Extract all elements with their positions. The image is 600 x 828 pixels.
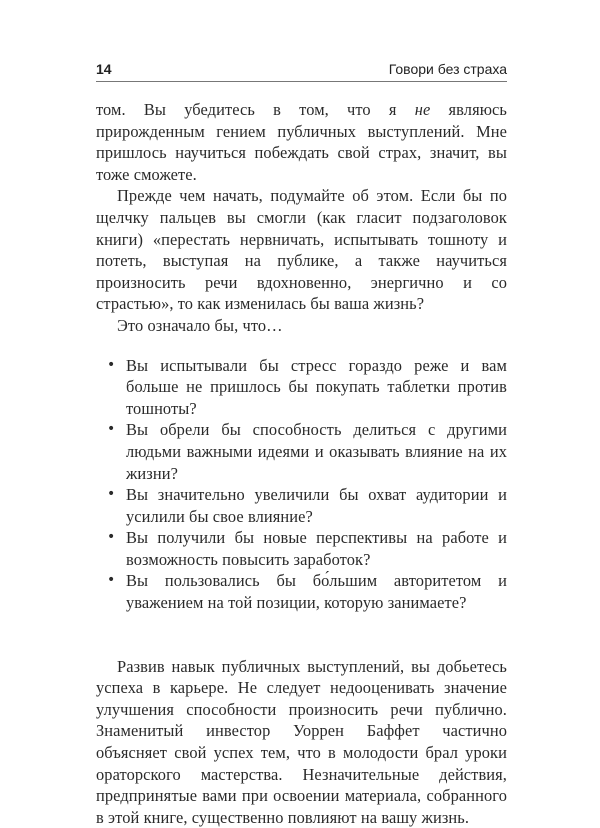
- bullet-item: • Вы пользовались бы бо́льшим авторитетом и уважением на той позиции, которую занимаете?: [96, 570, 507, 613]
- book-title: Говори без страха: [388, 61, 507, 77]
- book-page: [96, 60, 507, 828]
- paragraph: Развив навык публичных выступлений, вы добьетесь успеха в карьере. Не следует недооценивать значение улучшения способности произносить речи публично. Знаменитый инвестор Уоррен Баффет частично объясняет свой успех тем, что в молодости брал уроки ораторского мастерства. Незначительные действия, предпринятые вами при освоении материала, собранного в этой книге, существенно повлияют на вашу жизнь.: [96, 656, 507, 827]
- paragraph-text: том. Вы убедитесь в том, что я: [96, 100, 415, 119]
- running-header: [96, 60, 507, 82]
- paragraph-lead-in: Это означало бы, что…: [117, 315, 283, 335]
- paragraph: Прежде чем начать, подумайте об этом. Если бы по щелчку пальцев вы смогли (как гласит подзаголовок книги) «перестать нервничать, испытывать тошноту и потеть, выступая на публике, а также научиться произносить речи вдохновенно, энергично и со страстью», то как изменилась бы ваша жизнь?: [96, 186, 507, 314]
- bullet-list: [96, 355, 507, 614]
- paragraph-text: являюсь прирожденным гением публичных выступлений. Мне пришлось научиться побеждать свой страх, значит, вы тоже сможете.: [96, 100, 507, 184]
- paragraph-continuation: [96, 99, 507, 185]
- bullet-item: • Вы получили бы новые перспективы на работе и возможность повысить заработок?: [96, 527, 507, 570]
- bullet-item: • Вы испытывали бы стресс гораздо реже и вам больше не пришлось бы покупать таблетки против тошноты?: [96, 355, 507, 420]
- bullet-item: • Вы значительно увеличили бы охват аудитории и усилили бы свое влияние?: [96, 484, 507, 527]
- emphasis-word: не: [414, 100, 431, 119]
- page-number: 14: [96, 61, 112, 77]
- bullet-item: • Вы обрели бы способность делиться с другими людьми важными идеями и оказывать влияние на их жизни?: [96, 419, 507, 484]
- page-text: [96, 99, 507, 828]
